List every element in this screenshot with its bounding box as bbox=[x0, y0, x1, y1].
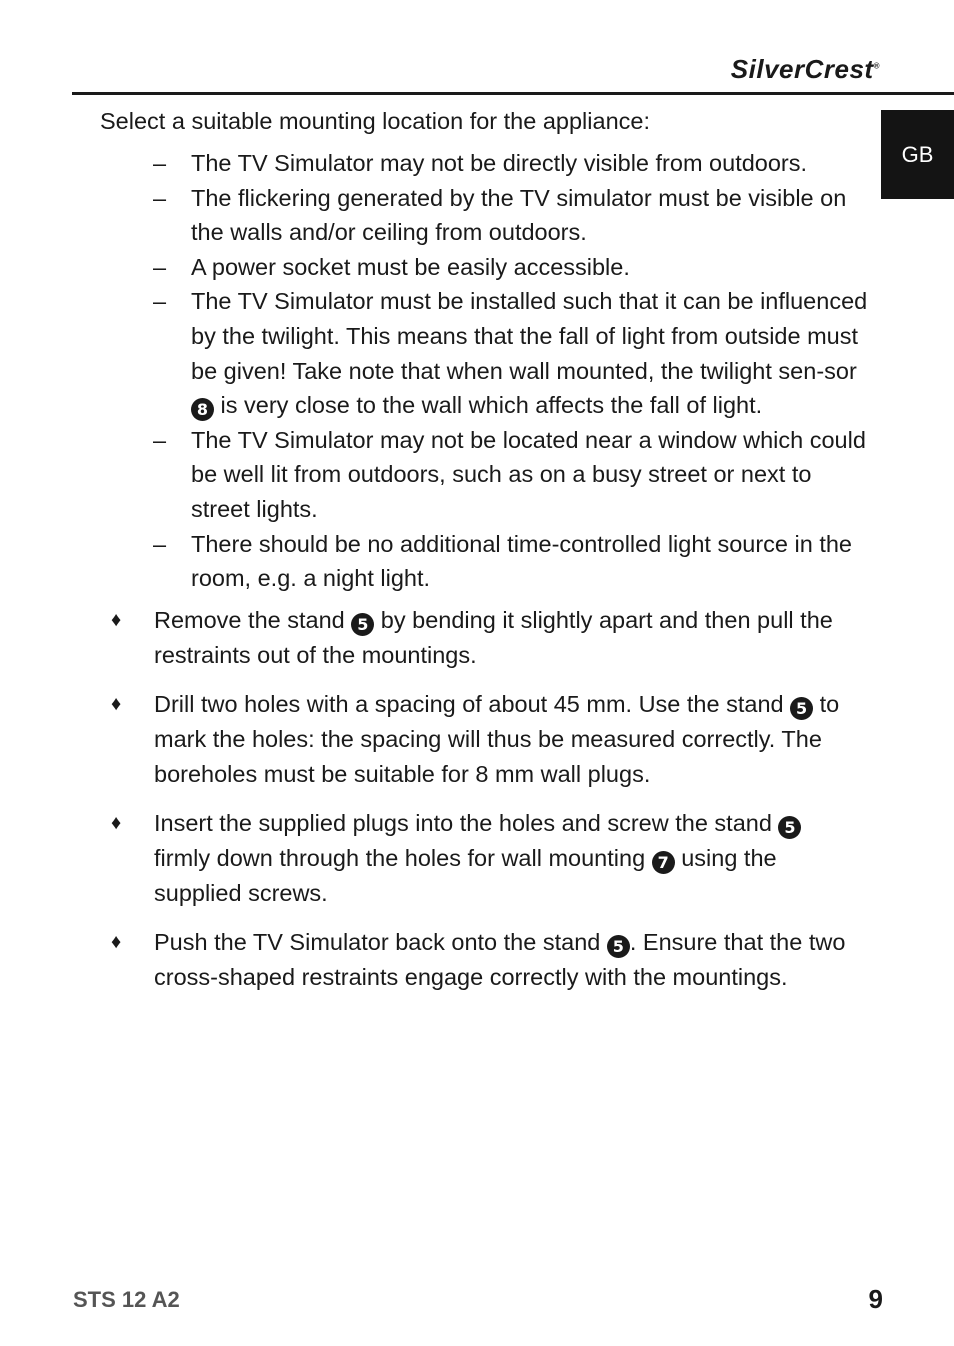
brand-name: SilverCrest bbox=[730, 54, 874, 84]
header-rule bbox=[72, 92, 954, 95]
list-item-text: The flickering generated by the TV simulator must be visible on the walls and/or ceiling from outdoors. bbox=[191, 184, 847, 246]
part-number-badge: 5 bbox=[351, 613, 374, 636]
list-item bbox=[0, 527, 954, 596]
mounting-steps-list bbox=[0, 603, 954, 1009]
step-text: Remove the stand bbox=[154, 607, 345, 633]
part-number-badge: 7 bbox=[652, 851, 675, 874]
dash-marker: – bbox=[153, 150, 167, 176]
step-text: by bending it slightly apart and then pull the restraints out of the mountings. bbox=[154, 607, 833, 668]
dash-marker: – bbox=[153, 530, 167, 557]
model-number: STS 12 A2 bbox=[73, 1287, 180, 1312]
page-number: 9 bbox=[868, 1284, 883, 1314]
location-requirements-list bbox=[0, 146, 954, 596]
dash-marker: – bbox=[153, 288, 167, 315]
step-text: . Ensure that the two cross-shaped restraints engage correctly with the mountings. bbox=[154, 928, 846, 990]
step-text: Insert the supplied plugs into the holes and screw the stand bbox=[154, 809, 772, 836]
brand-logo bbox=[731, 54, 880, 85]
list-item-text: The TV Simulator may not be located near a window which could be well lit from outdoors, such as on a busy street or next to street lights. bbox=[191, 426, 866, 522]
list-item bbox=[0, 423, 954, 527]
list-item bbox=[0, 146, 954, 181]
list-item-text: The TV Simulator must be installed such that it can be influenced by the twilight. This means that the fall of light from outside must be given! Take note that when wall mounted, the twilight sen-sor bbox=[191, 288, 868, 384]
part-number-badge: 8 bbox=[191, 398, 214, 421]
step-item bbox=[0, 925, 954, 995]
diamond-bullet-icon: ♦ bbox=[111, 930, 122, 953]
list-item-text: A power socket must be easily accessible. bbox=[191, 253, 630, 280]
list-item-text: There should be no additional time-controlled light source in the room, e.g. a night light. bbox=[191, 530, 853, 592]
part-number-badge: 5 bbox=[790, 697, 813, 720]
intro-text: Select a suitable mounting location for the appliance: bbox=[100, 108, 650, 134]
dash-marker: – bbox=[153, 184, 167, 211]
language-tab: GB bbox=[881, 110, 954, 199]
list-item bbox=[0, 181, 954, 250]
diamond-bullet-icon: ♦ bbox=[111, 811, 122, 834]
dash-marker: – bbox=[153, 426, 167, 453]
step-text: to mark the holes: the spacing will thus be measured correctly. The boreholes must be suitable for 8 mm wall plugs. bbox=[154, 691, 840, 787]
list-item bbox=[0, 250, 954, 285]
step-text: firmly down through the holes for wall mounting bbox=[154, 844, 646, 871]
list-item-text: The TV Simulator may not be directly visible from outdoors. bbox=[191, 150, 808, 176]
diamond-bullet-icon: ♦ bbox=[111, 693, 122, 716]
step-text: Drill two holes with a spacing of about 45 mm. Use the stand bbox=[154, 691, 784, 718]
step-text: using the supplied screws. bbox=[154, 844, 777, 906]
step-item bbox=[0, 603, 954, 673]
dash-marker: – bbox=[153, 253, 167, 280]
diamond-bullet-icon: ♦ bbox=[111, 609, 122, 631]
part-number-badge: 5 bbox=[607, 935, 630, 958]
list-item-text: is very close to the wall which affects the fall of light. bbox=[220, 392, 763, 419]
registered-mark: ® bbox=[873, 61, 880, 71]
step-item bbox=[0, 806, 954, 910]
list-item bbox=[0, 284, 954, 422]
part-number-badge: 5 bbox=[778, 816, 801, 839]
step-item bbox=[0, 687, 954, 791]
step-text: Push the TV Simulator back onto the stand bbox=[154, 928, 601, 955]
